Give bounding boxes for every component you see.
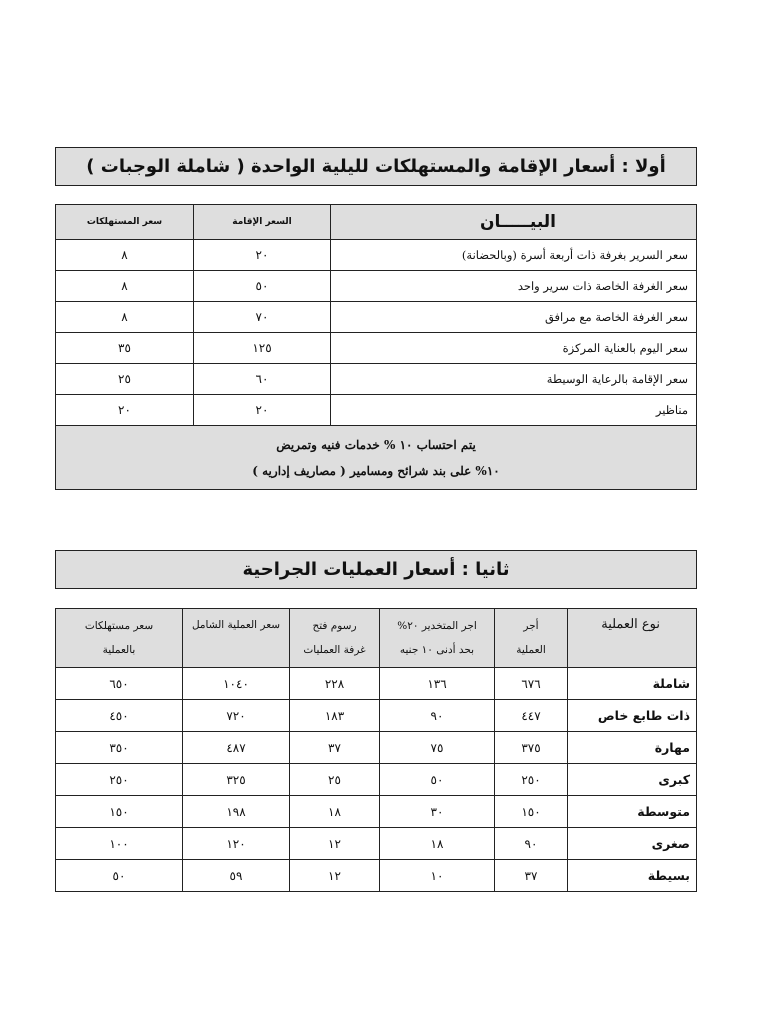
row-operation-type: بسيطة	[568, 860, 697, 892]
row-consumables-price: ٣٥٠	[56, 732, 183, 764]
row-consumables-price: ٢٠	[56, 395, 194, 426]
header-consumables-price: سعر المستهلكات	[56, 205, 194, 240]
header-total-price	[183, 609, 290, 668]
row-operation-fee: ٦٧٦	[495, 668, 568, 700]
row-consumables-price: ١٥٠	[56, 796, 183, 828]
table-row	[56, 764, 697, 796]
header-consumables-price-line2: بالعملية	[102, 644, 136, 656]
row-consumables-price: ٨	[56, 240, 194, 271]
row-operation-fee: ١٥٠	[495, 796, 568, 828]
row-operation-fee: ٢٥٠	[495, 764, 568, 796]
row-consumables-price: ٨	[56, 271, 194, 302]
table-row	[56, 860, 697, 892]
row-operation-type: صغرى	[568, 828, 697, 860]
header-or-fee-line2: غرفة العمليات	[303, 644, 366, 656]
row-anesthesia-fee: ٥٠	[380, 764, 495, 796]
row-total-price: ٤٨٧	[183, 732, 290, 764]
row-anesthesia-fee: ١٨	[380, 828, 495, 860]
section2-title: ثانيا : أسعار العمليات الجراحية	[55, 550, 697, 589]
note-line-2: ١٠% على بند شرائح ومسامير ( مصاريف إداريه )	[252, 463, 500, 478]
row-description: سعر الإقامة بالرعاية الوسيطة	[331, 364, 697, 395]
row-operation-fee: ٣٧	[495, 860, 568, 892]
table-row	[56, 333, 697, 364]
note-cell	[56, 426, 697, 490]
row-operation-fee: ٤٤٧	[495, 700, 568, 732]
table-row	[56, 240, 697, 271]
row-or-fee: ١٨	[290, 796, 380, 828]
row-or-fee: ٢٥	[290, 764, 380, 796]
header-or-fee-line1: رسوم فتح	[312, 620, 357, 632]
row-description: سعر الغرفة الخاصة ذات سرير واحد	[331, 271, 697, 302]
header-operation-fee	[495, 609, 568, 668]
row-stay-price: ١٢٥	[194, 333, 331, 364]
note-row	[56, 426, 697, 490]
table-row	[56, 364, 697, 395]
table-row	[56, 700, 697, 732]
row-operation-fee: ٣٧٥	[495, 732, 568, 764]
row-total-price: ١٢٠	[183, 828, 290, 860]
row-or-fee: ١٢	[290, 828, 380, 860]
header-stay-price: السعر الإقامة	[194, 205, 331, 240]
row-total-price: ٥٩	[183, 860, 290, 892]
row-consumables-price: ٥٠	[56, 860, 183, 892]
accommodation-price-table	[55, 204, 697, 490]
row-anesthesia-fee: ٣٠	[380, 796, 495, 828]
row-description: سعر اليوم بالعناية المركزة	[331, 333, 697, 364]
header-operation-fee-line1: أجر	[523, 620, 539, 632]
table-row	[56, 732, 697, 764]
header-consumables-price	[56, 609, 183, 668]
row-operation-type: ذات طابع خاص	[568, 700, 697, 732]
row-description: مناظير	[331, 395, 697, 426]
row-operation-type: مهارة	[568, 732, 697, 764]
row-consumables-price: ٢٥٠	[56, 764, 183, 796]
table-row	[56, 796, 697, 828]
row-consumables-price: ٨	[56, 302, 194, 333]
row-anesthesia-fee: ١٠	[380, 860, 495, 892]
row-total-price: ١٠٤٠	[183, 668, 290, 700]
header-anesthesia-fee-line1: اجر المتخدير ٢٠%	[397, 620, 477, 632]
section1-title: أولا : أسعار الإقامة والمستهلكات لليلية الواحدة ( شاملة الوجبات )	[55, 147, 697, 186]
row-or-fee: ١٢	[290, 860, 380, 892]
row-operation-type: كبرى	[568, 764, 697, 796]
row-description: سعر الغرفة الخاصة مع مرافق	[331, 302, 697, 333]
header-anesthesia-fee	[380, 609, 495, 668]
row-operation-type: شاملة	[568, 668, 697, 700]
row-anesthesia-fee: ٧٥	[380, 732, 495, 764]
row-operation-type: متوسطة	[568, 796, 697, 828]
table-row	[56, 302, 697, 333]
header-consumables-price-line1: سعر مستهلكات	[84, 620, 154, 632]
header-operation-type: نوع العملية	[568, 609, 697, 668]
row-consumables-price: ١٠٠	[56, 828, 183, 860]
row-description: سعر السرير بغرفة ذات أربعة أسرة (وبالحضانة)	[331, 240, 697, 271]
row-stay-price: ٢٠	[194, 395, 331, 426]
row-total-price: ٣٢٥	[183, 764, 290, 796]
row-stay-price: ٢٠	[194, 240, 331, 271]
header-total-price-line1: سعر العملية الشامل	[191, 619, 281, 631]
header-anesthesia-fee-line2: بحد أدنى ١٠ جنيه	[399, 644, 475, 656]
row-stay-price: ٥٠	[194, 271, 331, 302]
row-stay-price: ٧٠	[194, 302, 331, 333]
table-header-row	[56, 205, 697, 240]
row-stay-price: ٦٠	[194, 364, 331, 395]
row-anesthesia-fee: ١٣٦	[380, 668, 495, 700]
table-row	[56, 668, 697, 700]
header-operation-fee-line2: العملية	[516, 644, 546, 656]
row-consumables-price: ٦٥٠	[56, 668, 183, 700]
note-line-1: يتم احتساب ١٠ % خدمات فنيه وتمريض	[276, 437, 476, 452]
row-consumables-price: ٣٥	[56, 333, 194, 364]
row-or-fee: ٢٢٨	[290, 668, 380, 700]
surgery-price-table	[55, 608, 697, 892]
row-operation-fee: ٩٠	[495, 828, 568, 860]
table-row	[56, 828, 697, 860]
table-row	[56, 395, 697, 426]
row-consumables-price: ٤٥٠	[56, 700, 183, 732]
table-header-row	[56, 609, 697, 668]
row-or-fee: ٣٧	[290, 732, 380, 764]
row-consumables-price: ٢٥	[56, 364, 194, 395]
row-total-price: ١٩٨	[183, 796, 290, 828]
row-anesthesia-fee: ٩٠	[380, 700, 495, 732]
header-or-fee	[290, 609, 380, 668]
header-description: البيـــــان	[331, 205, 697, 240]
table-row	[56, 271, 697, 302]
row-total-price: ٧٢٠	[183, 700, 290, 732]
row-or-fee: ١٨٣	[290, 700, 380, 732]
